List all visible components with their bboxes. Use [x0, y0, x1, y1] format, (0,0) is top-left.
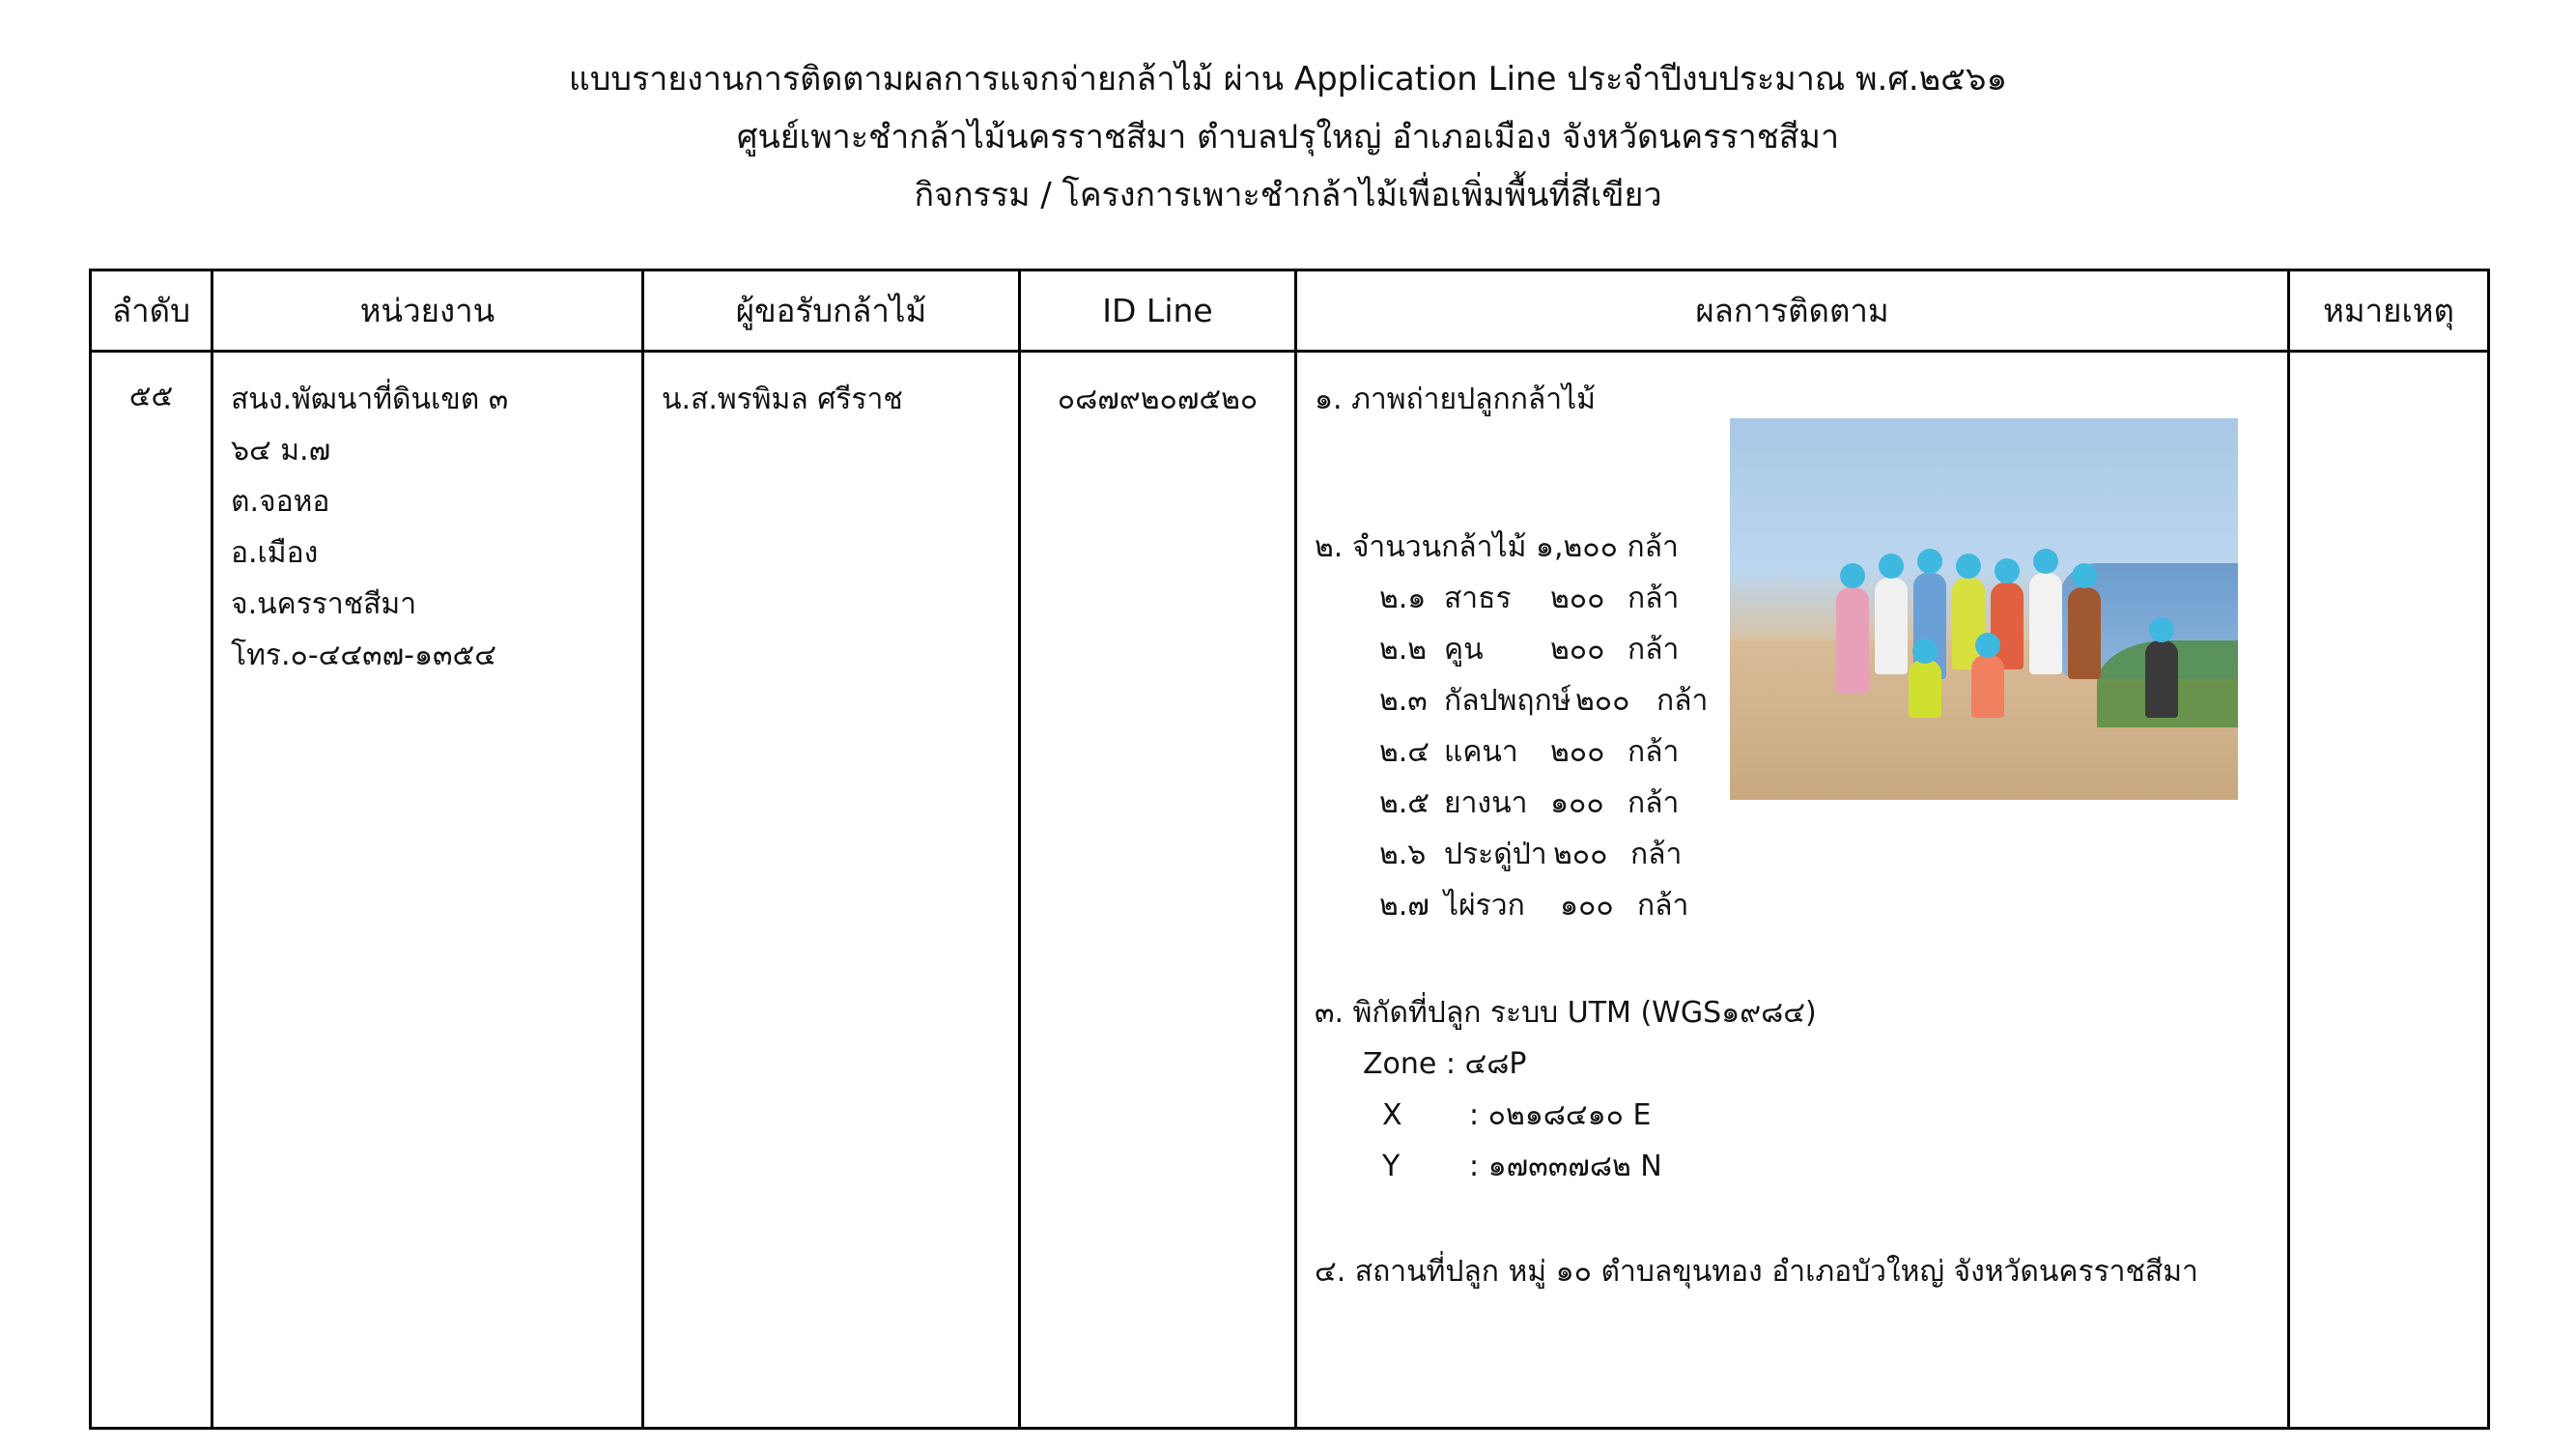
item-unit: กล้า [1628, 582, 1680, 615]
item-unit: กล้า [1656, 684, 1709, 718]
item-name: ประดู่ป่า [1444, 838, 1547, 871]
item-qty: ๒๐๐ [1550, 735, 1605, 769]
result-x-value: : ๐๒๑๘๔๑๐ E [1469, 1098, 1652, 1132]
item-qty: ๒๐๐ [1550, 582, 1605, 615]
table-header-row [91, 270, 2489, 352]
cell-recipient [643, 352, 1020, 1429]
item-no: ๒.๑ [1379, 582, 1427, 615]
item-name: ยางนา [1444, 786, 1528, 820]
result-y-value: : ๑๗๓๓๗๘๒ N [1469, 1150, 1662, 1183]
item-name: คูน [1444, 633, 1484, 667]
result-location: ๔. สถานที่ปลูก หมู่ ๑๐ ตำบลขุนทอง อำเภอบัวใหญ่ จังหวัดนครราชสีมา [1315, 1255, 2198, 1289]
cell-agency [212, 352, 643, 1429]
report-title: แบบรายงานการติดตามผลการแจกจ่ายกล้าไม้ ผ่าน Application Line ประจำปีงบประมาณ พ.ศ.๒๕๖๑ [568, 60, 2008, 99]
report-center: ศูนย์เพาะชำกล้าไม้นครราชสีมา ตำบลปรุใหญ่ อำเภอเมือง จังหวัดนครราชสีมา [736, 118, 1840, 156]
table-row [91, 352, 2489, 1429]
item-no: ๒.๒ [1379, 633, 1428, 667]
cell-id-line [1020, 352, 1296, 1429]
item-no: ๒.๓ [1379, 684, 1428, 718]
item-qty: ๒๐๐ [1550, 633, 1605, 667]
item-qty: ๒๐๐ [1553, 838, 1608, 871]
cell-remark [2289, 352, 2489, 1429]
item-no: ๒.๕ [1379, 786, 1430, 820]
item-no: ๒.๔ [1379, 735, 1430, 769]
result-photo-label: ๑. ภาพถ่ายปลูกกล้าไม้ [1315, 383, 1596, 416]
item-no: ๒.๗ [1379, 889, 1430, 923]
planting-photo [1730, 418, 2238, 800]
item-name: ไผ่รวก [1444, 889, 1525, 923]
report-activity: กิจกรรม / โครงการเพาะชำกล้าไม้เพื่อเพิ่มพื้นที่สีเขียว [914, 176, 1662, 214]
col-header-id-line: ID Line [1020, 270, 1296, 352]
report-table [89, 269, 2490, 1430]
item-name: กัลปพฤกษ์ [1444, 684, 1571, 718]
item-name: แคนา [1444, 735, 1518, 769]
result-y-label: Y [1382, 1150, 1401, 1183]
report-title-block [0, 50, 2576, 224]
agency-address: ๖๔ ม.๗ [231, 434, 331, 468]
agency-subdistrict: ต.จอหอ [231, 485, 330, 519]
col-header-no: ลำดับ [91, 270, 212, 352]
item-no: ๒.๖ [1379, 838, 1427, 871]
item-unit: กล้า [1637, 889, 1689, 923]
col-header-recipient: ผู้ขอรับกล้าไม้ [643, 270, 1020, 352]
agency-province: จ.นครราชสีมา [231, 587, 417, 621]
id-line-value: ๐๘๗๙๒๐๗๕๒๐ [1057, 383, 1259, 416]
item-unit: กล้า [1628, 735, 1680, 769]
agency-name: สนง.พัฒนาที่ดินเขต ๓ [231, 383, 509, 416]
cell-result [1296, 352, 2289, 1429]
item-unit: กล้า [1628, 786, 1680, 820]
recipient-name: น.ส.พรพิมล ศรีราช [662, 383, 903, 416]
item-unit: กล้า [1628, 633, 1680, 667]
item-qty: ๑๐๐ [1560, 889, 1614, 923]
cell-no: ๕๕ [91, 352, 212, 1429]
result-zone: Zone : ๔๘P [1363, 1047, 1527, 1081]
item-unit: กล้า [1630, 838, 1683, 871]
agency-district: อ.เมือง [231, 536, 319, 570]
item-name: สาธร [1444, 582, 1512, 615]
result-count-label: ๒. จำนวนกล้าไม้ ๑,๒๐๐ กล้า [1315, 530, 1679, 564]
agency-phone: โทร.๐-๔๔๓๗-๑๓๕๔ [231, 639, 496, 672]
result-coord-label: ๓. พิกัดที่ปลูก ระบบ UTM (WGS๑๙๘๔) [1315, 996, 1817, 1030]
col-header-remark: หมายเหตุ [2289, 270, 2489, 352]
col-header-agency: หน่วยงาน [212, 270, 643, 352]
item-qty: ๑๐๐ [1550, 786, 1604, 820]
item-qty: ๒๐๐ [1575, 684, 1630, 718]
result-x-label: X [1382, 1098, 1402, 1132]
col-header-result: ผลการติดตาม [1296, 270, 2289, 352]
